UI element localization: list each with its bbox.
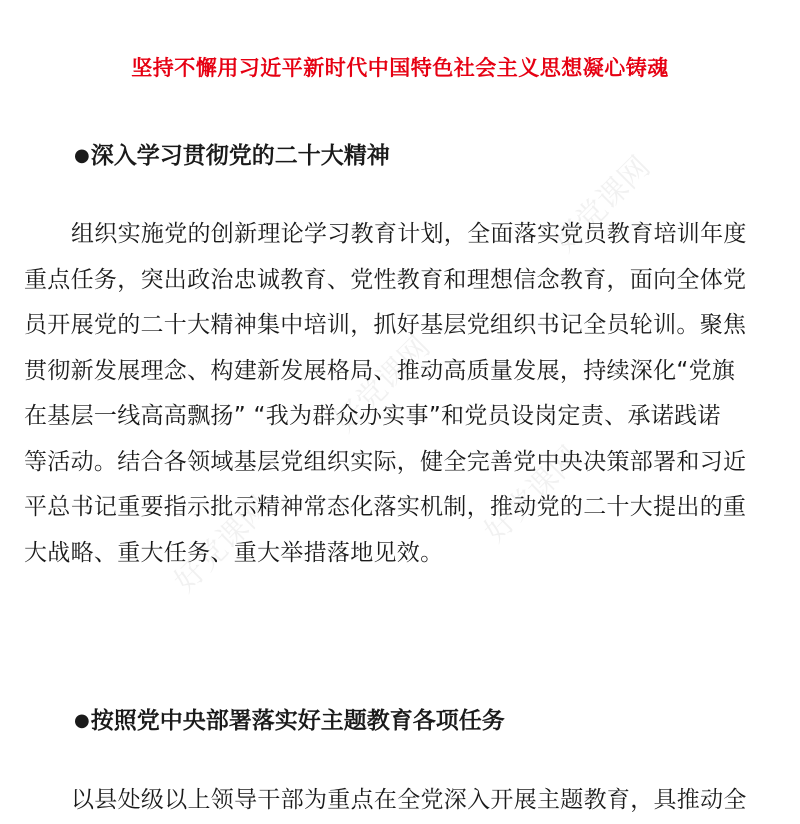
- paragraph-line: 以县处级以上领导干部为重点在全党深入开展主题教育，具推动全: [71, 787, 747, 813]
- paragraph-line: 平总书记重要指示批示精神常态化落实机制，推动党的二十大提出的重: [24, 494, 747, 520]
- section-heading: [74, 137, 390, 170]
- bullet-icon: ●: [74, 145, 90, 166]
- watermark: 好党课网: [167, 489, 278, 600]
- paragraph-line: 在基层一线高高飘扬” “我为群众办实事”和党员设岗定责、承诺践诺: [24, 403, 721, 429]
- paragraph-line: 贯彻新发展理念、构建新发展格局、推动高质量发展，持续深化“党旗: [24, 357, 736, 384]
- section-heading: [74, 702, 505, 735]
- paragraph-line: 大战略、重大任务、重大举措落地见效。: [24, 539, 444, 566]
- section-paragraph: [24, 212, 780, 576]
- bullet-icon: ●: [74, 710, 90, 731]
- page-title: 坚持不懈用习近平新时代中国特色社会主义思想凝心铸魂: [131, 56, 669, 80]
- section-paragraph: [24, 778, 780, 824]
- section-heading-text: 按照党中央部署落实好主题教育各项任务: [90, 708, 505, 734]
- watermark: 好党课网: [327, 329, 438, 440]
- paragraph-line: 员开展党的二十大精神集中培训，抓好基层党组织书记全员轮训。聚焦: [24, 312, 747, 338]
- watermark: 好党课网: [477, 439, 588, 550]
- section-heading-text: 深入学习贯彻党的二十大精神: [90, 143, 390, 169]
- paragraph-line: 重点任务，突出政治忠诚教育、党性教育和理想信念教育，面向全体党: [24, 266, 747, 293]
- watermark: 好党课网: [547, 149, 658, 260]
- paragraph-line: 组织实施党的创新理论学习教育计划，全面落实党员教育培训年度: [71, 221, 747, 247]
- paragraph-line: 等活动。结合各领域基层党组织实际，健全完善党中央决策部署和习近: [24, 448, 747, 475]
